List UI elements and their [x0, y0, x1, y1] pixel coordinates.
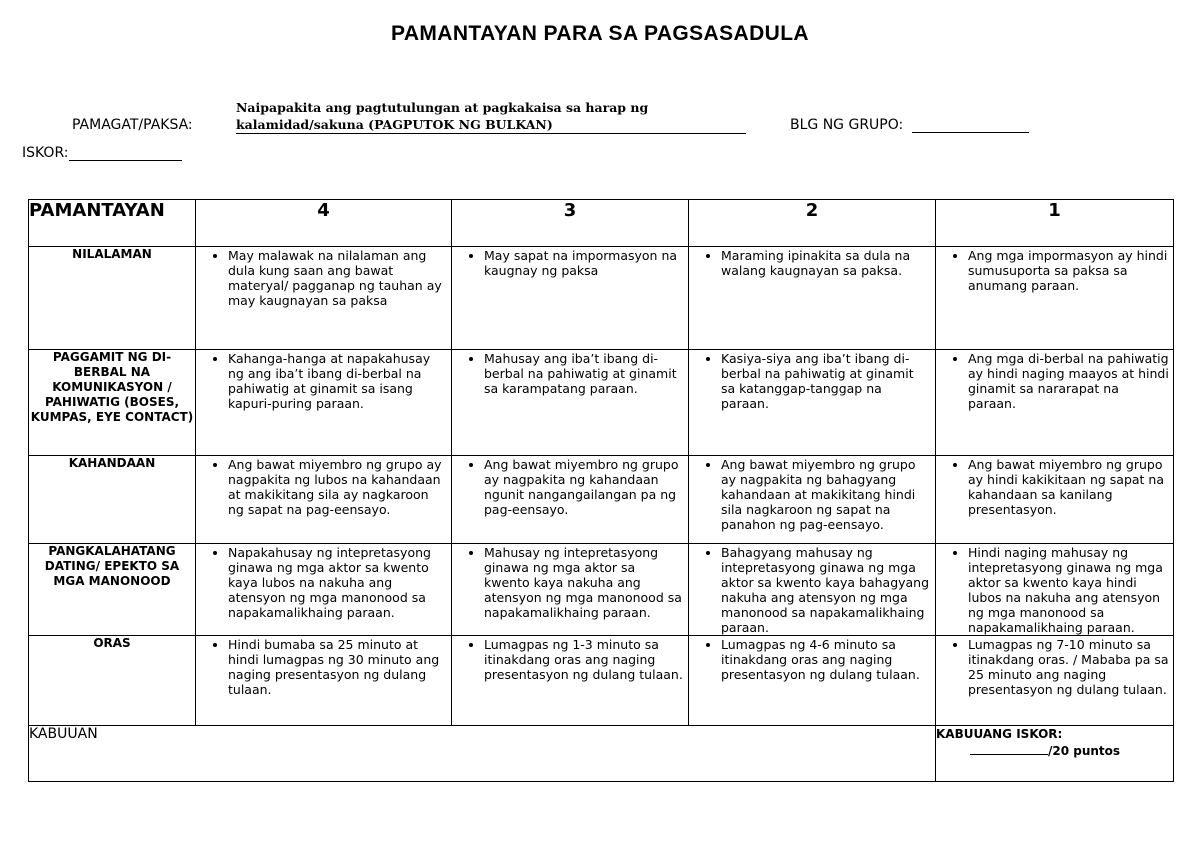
criterion-oras: ORAS: [29, 636, 196, 726]
criterion-paggamit: PAGGAMIT NG DI-BERBAL NA KOMUNIKASYON / PAHIWATIG (BOSES, KUMPAS, EYE CONTACT): [29, 350, 196, 456]
table-header-row: [29, 200, 1174, 247]
rubric-cell: • Kasiya-siya ang iba’t ibang di-berbal na pahiwatig at ginamit sa katanggap-tanggap na paraan.: [689, 350, 936, 456]
table-row: [29, 247, 1174, 350]
score-label: KABUUANG ISKOR:: [936, 727, 1063, 741]
header-score-3: 3: [452, 200, 689, 247]
header-pamantayan: PAMANTAYAN: [29, 200, 196, 247]
score-blank[interactable]: [970, 754, 1048, 755]
score-suffix: /20 puntos: [1048, 744, 1121, 758]
rubric-cell: • Ang bawat miyembro ng grupo ay hindi kakikitaan ng sapat na kahandaan sa kanilang presentasyon.: [936, 456, 1174, 544]
criterion-nilalaman: NILALAMAN: [29, 247, 196, 350]
rubric-cell: • Lumagpas ng 1-3 minuto sa itinakdang oras ang naging presentasyon ng dulang tulaan.: [452, 636, 689, 726]
pamagat-label: PAMAGAT/PAKSA:: [72, 117, 193, 133]
total-score-cell: [936, 726, 1174, 782]
rubric-cell: • Ang mga impormasyon ay hindi sumusuporta sa paksa sa anumang paraan.: [936, 247, 1174, 350]
grupo-label: BLG NG GRUPO:: [790, 117, 1029, 133]
table-row: [29, 544, 1174, 636]
rubric-cell: • Kahanga-hanga at napakahusay ng ang iba’t ibang di-berbal na pahiwatig at ginamit sa isang kapuri-puring paraan.: [196, 350, 452, 456]
iskor-label: ISKOR:: [22, 145, 182, 161]
criterion-dating: PANGKALAHATANG DATING/ EPEKTO SA MGA MANONOOD: [29, 544, 196, 636]
paksa-line-2: kalamidad/sakuna (PAGPUTOK NG BULKAN): [236, 116, 746, 134]
grupo-blank[interactable]: [912, 132, 1029, 133]
rubric-cell: • Hindi bumaba sa 25 minuto at hindi lumagpas ng 30 minuto ang naging presentasyon ng dulang tulaan.: [196, 636, 452, 726]
header-score-1: 1: [936, 200, 1174, 247]
page-title: PAMANTAYAN PARA SA PAGSASADULA: [390, 22, 810, 45]
total-row: [29, 726, 1174, 782]
rubric-cell: • Ang bawat miyembro ng grupo ay nagpakita ng lubos na kahandaan at makikitang sila ay nagkaroon ng sapat na pag-eensayo.: [196, 456, 452, 544]
rubric-cell: • Bahagyang mahusay ng intepretasyong ginawa ng mga aktor sa kwento kaya bahagyang nakuha ang atensyon ng mga manonood sa napakamalikhaing paraan.: [689, 544, 936, 636]
rubric-cell: • Mahusay ang iba’t ibang di-berbal na pahiwatig at ginamit sa karampatang paraan.: [452, 350, 689, 456]
rubric-cell: • Mahusay ng intepretasyong ginawa ng mga aktor sa kwento kaya nakuha ang atensyon ng mga manonood sa napakamalikhaing paraan.: [452, 544, 689, 636]
table-row: [29, 350, 1174, 456]
rubric-cell: • Lumagpas ng 7-10 minuto sa itinakdang oras. / Mababa pa sa 25 minuto ang naging presentasyon ng dulang tulaan.: [936, 636, 1174, 726]
rubric-cell: • Ang bawat miyembro ng grupo ay nagpakita ng kahandaan ngunit nangangailangan pa ng pag-eensayo.: [452, 456, 689, 544]
rubric-cell: • Maraming ipinakita sa dula na walang kaugnayan sa paksa.: [689, 247, 936, 350]
rubric-cell: • Ang mga di-berbal na pahiwatig ay hindi naging maayos at hindi ginamit sa nararapat na paraan.: [936, 350, 1174, 456]
rubric-cell: • May malawak na nilalaman ang dula kung saan ang bawat materyal/ pagganap ng tauhan ay may kaugnayan sa paksa: [196, 247, 452, 350]
rubric-cell: • Ang bawat miyembro ng grupo ay nagpakita ng bahagyang kahandaan at makikitang hindi sila nagkaroon ng sapat na panahon ng pag-eensayo.: [689, 456, 936, 544]
rubric-table: [28, 199, 1174, 782]
paksa-field[interactable]: [236, 99, 746, 134]
rubric-cell: • May sapat na impormasyon na kaugnay ng paksa: [452, 247, 689, 350]
rubric-cell: • Lumagpas ng 4-6 minuto sa itinakdang oras ang naging presentasyon ng dulang tulaan.: [689, 636, 936, 726]
header-score-4: 4: [196, 200, 452, 247]
iskor-blank[interactable]: [69, 160, 182, 161]
table-row: [29, 456, 1174, 544]
paksa-line-1: Naipapakita ang pagtutulungan at pagkakaisa sa harap ng: [236, 100, 649, 115]
rubric-cell: • Napakahusay ng intepretasyong ginawa ng mga aktor sa kwento kaya lubos na nakuha ang atensyon ng mga manonood sa napakamalikhaing paraan.: [196, 544, 452, 636]
kabuuan-label: KABUUAN: [29, 726, 936, 782]
header-score-2: 2: [689, 200, 936, 247]
rubric-cell: • Hindi naging mahusay ng intepretasyong ginawa ng mga aktor sa kwento kaya hindi lubos na nakuha ang atensyon ng mga manonood sa napakamalikhaing paraan.: [936, 544, 1174, 636]
criterion-kahandaan: KAHANDAAN: [29, 456, 196, 544]
table-row: [29, 636, 1174, 726]
